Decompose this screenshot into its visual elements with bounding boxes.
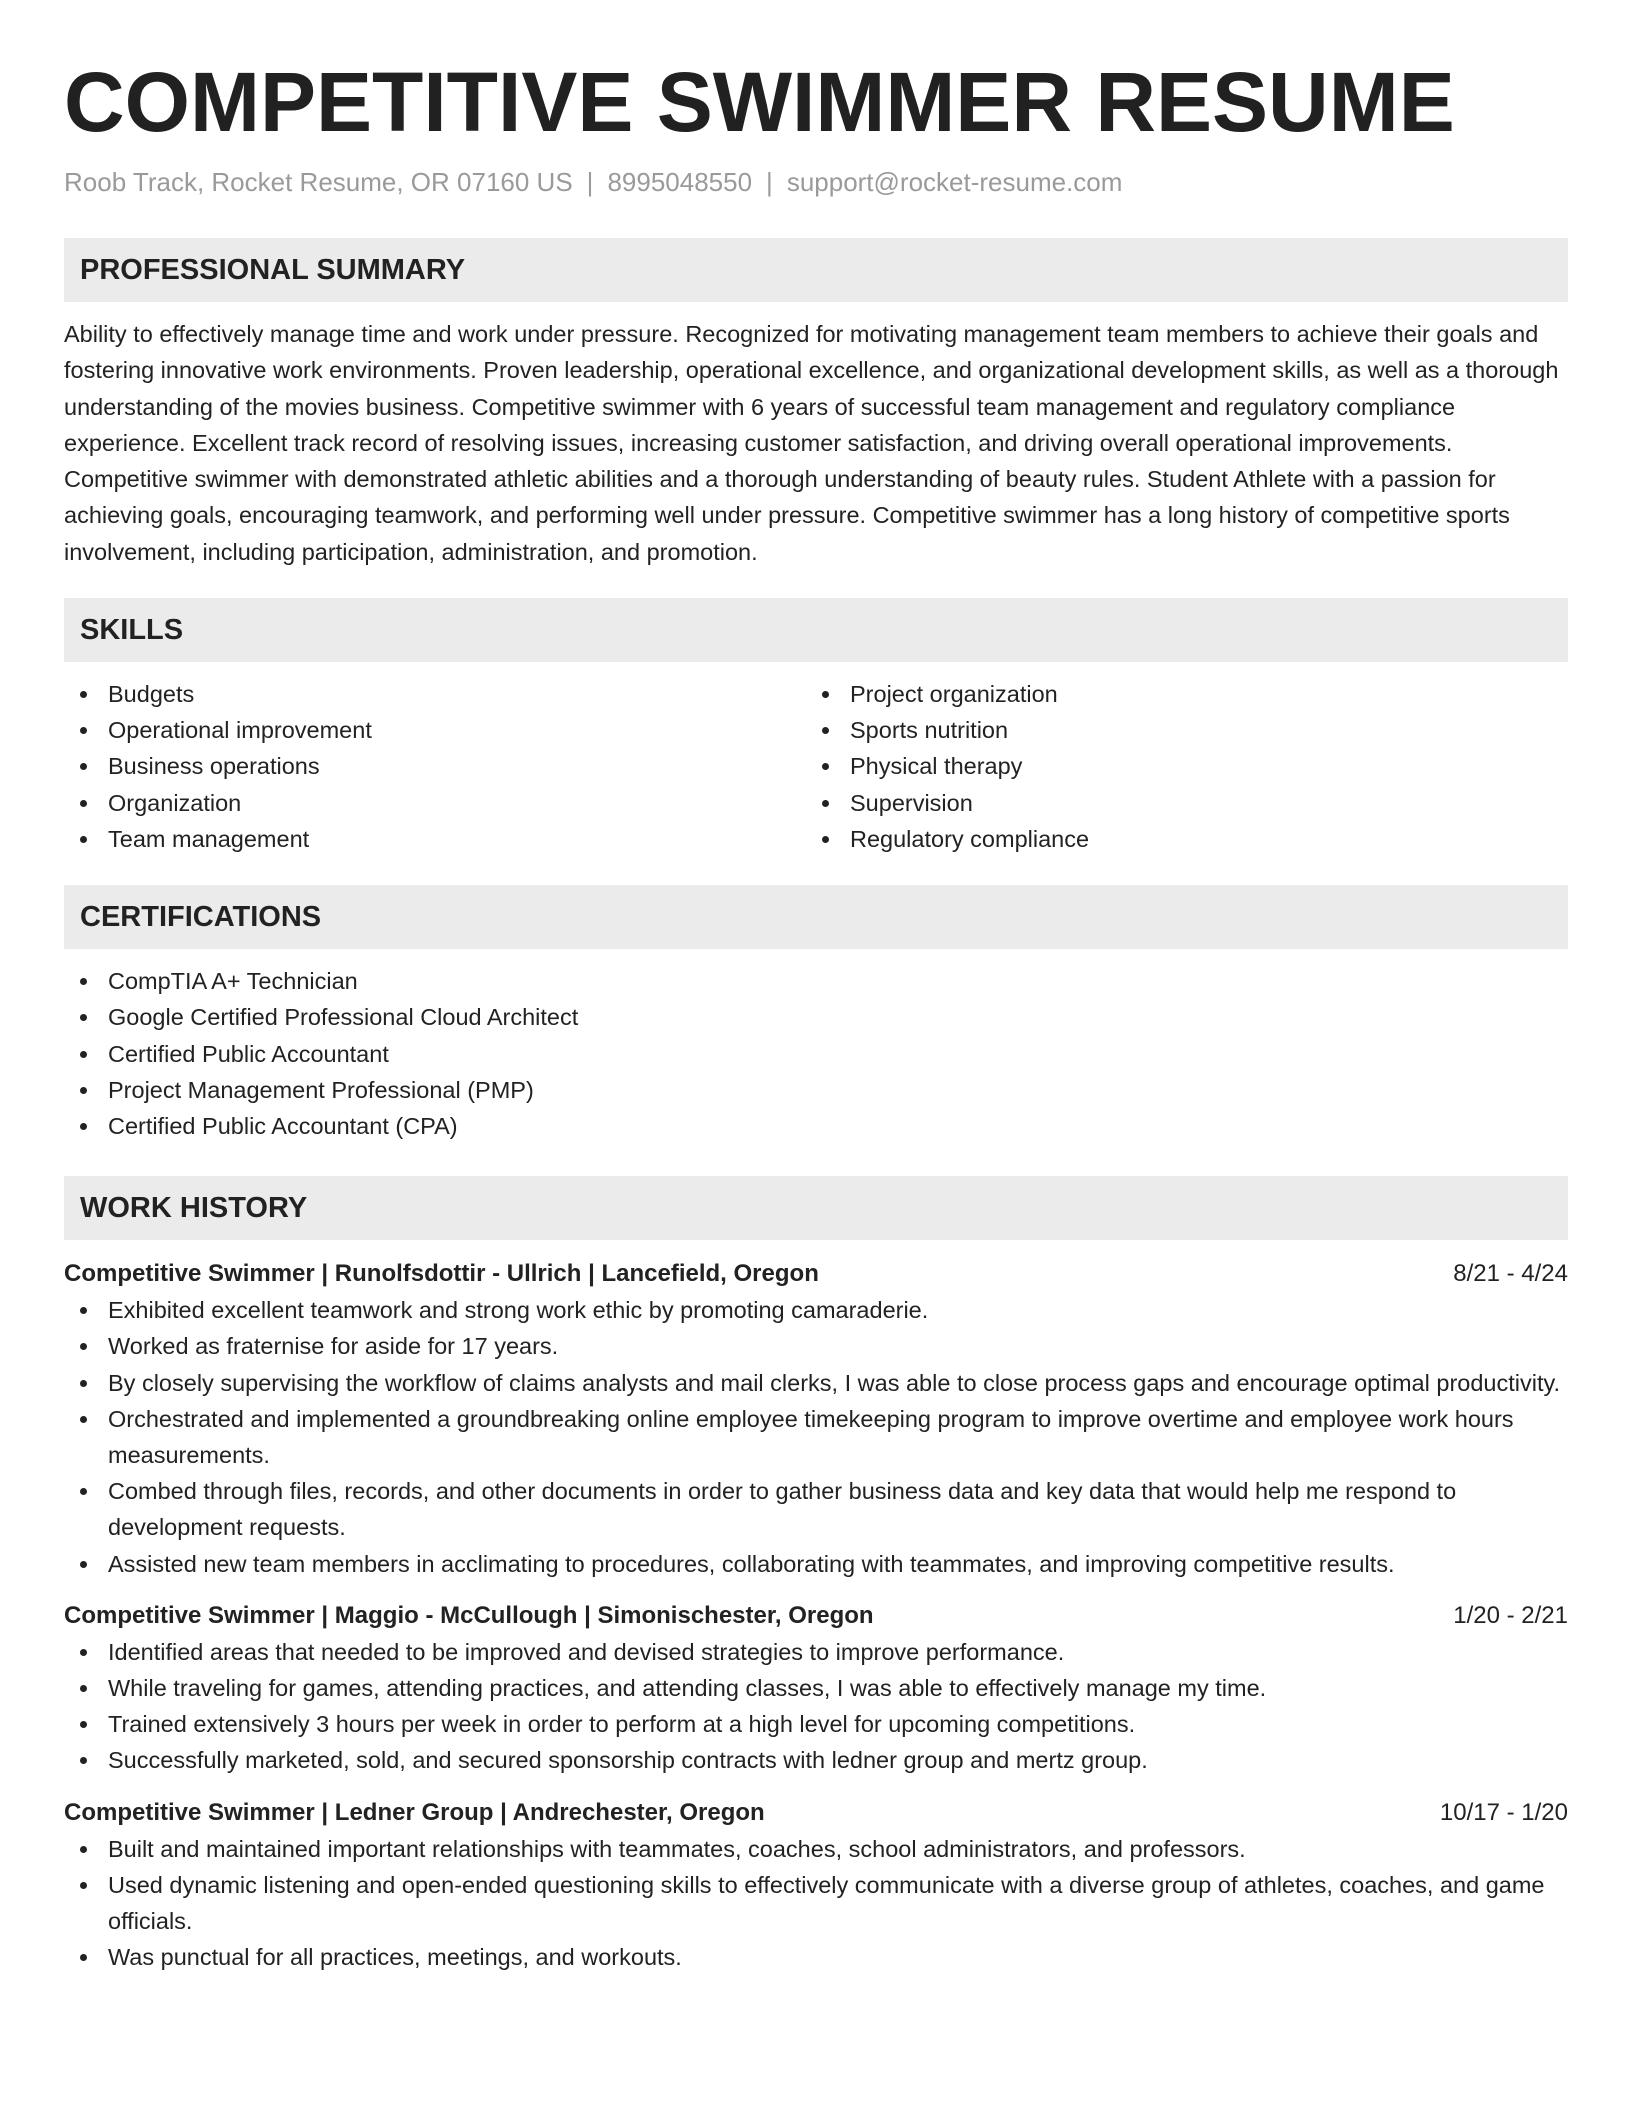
skill-item: Business operations xyxy=(64,748,806,784)
job-entry xyxy=(64,1256,1568,1582)
resume-page xyxy=(64,52,1568,1975)
skill-item: Organization xyxy=(64,785,806,821)
job-bullets xyxy=(64,1634,1568,1779)
certification-item: Google Certified Professional Cloud Architect xyxy=(64,999,1568,1035)
skill-item: Supervision xyxy=(806,785,1548,821)
summary-section xyxy=(64,238,1568,570)
job-bullets xyxy=(64,1831,1568,1976)
job-title: Competitive Swimmer | Ledner Group | Andrechester, Oregon xyxy=(64,1798,765,1826)
skills-columns xyxy=(64,676,1568,857)
certifications-list xyxy=(64,963,1568,1144)
contact-email: support@rocket-resume.com xyxy=(786,167,1123,197)
contact-phone: 8995048550 xyxy=(607,167,753,197)
job-entry xyxy=(64,1598,1568,1779)
skills-section xyxy=(64,598,1568,857)
section-heading-skills: SKILLS xyxy=(64,598,1568,662)
job-bullet: Combed through files, records, and other documents in order to gather business data and key data that would help me respond to development requests. xyxy=(64,1473,1568,1545)
job-entry xyxy=(64,1795,1568,1976)
skills-list-left xyxy=(64,676,806,857)
job-bullet: Assisted new team members in acclimating to procedures, collaborating with teammates, and improving competitive results. xyxy=(64,1546,1568,1582)
job-bullets xyxy=(64,1292,1568,1582)
certification-item: Certified Public Accountant xyxy=(64,1036,1568,1072)
job-bullet: By closely supervising the workflow of claims analysts and mail clerks, I was able to close process gaps and encourage optimal productivity. xyxy=(64,1365,1568,1401)
contact-line xyxy=(64,164,1568,200)
resume-title: COMPETITIVE SWIMMER RESUME xyxy=(64,55,1455,149)
skill-item: Team management xyxy=(64,821,806,857)
job-header xyxy=(64,1256,1568,1292)
section-heading-work-history: WORK HISTORY xyxy=(64,1176,1568,1240)
job-bullet: Used dynamic listening and open-ended questioning skills to effectively communicate with a diverse group of athletes, coaches, and game officials. xyxy=(64,1867,1568,1939)
certification-item: CompTIA A+ Technician xyxy=(64,963,1568,999)
job-bullet: Successfully marketed, sold, and secured sponsorship contracts with ledner group and mertz group. xyxy=(64,1742,1568,1778)
job-dates: 1/20 - 2/21 xyxy=(1453,1601,1568,1629)
job-title: Competitive Swimmer | Runolfsdottir - Ullrich | Lancefield, Oregon xyxy=(64,1260,819,1288)
certification-item: Certified Public Accountant (CPA) xyxy=(64,1108,1568,1144)
skill-item: Physical therapy xyxy=(806,748,1548,784)
job-bullet: Was punctual for all practices, meetings, and workouts. xyxy=(64,1939,1568,1975)
certification-item: Project Management Professional (PMP) xyxy=(64,1072,1568,1108)
job-bullet: Trained extensively 3 hours per week in order to perform at a high level for upcoming competitions. xyxy=(64,1706,1568,1742)
section-heading-certifications: CERTIFICATIONS xyxy=(64,885,1568,949)
skill-item: Sports nutrition xyxy=(806,712,1548,748)
contact-separator: | xyxy=(766,167,773,197)
job-bullet: Exhibited excellent teamwork and strong work ethic by promoting camaraderie. xyxy=(64,1292,1568,1328)
contact-separator: | xyxy=(586,167,594,197)
skill-item: Regulatory compliance xyxy=(806,821,1548,857)
job-bullet: Identified areas that needed to be improved and devised strategies to improve performance. xyxy=(64,1634,1568,1670)
job-header xyxy=(64,1598,1568,1634)
job-bullet: Orchestrated and implemented a groundbreaking online employee timekeeping program to improve overtime and employee work hours measurements. xyxy=(64,1401,1568,1473)
job-title: Competitive Swimmer | Maggio - McCullough | Simonischester, Oregon xyxy=(64,1601,874,1629)
work-history-section xyxy=(64,1176,1568,1975)
job-header xyxy=(64,1795,1568,1831)
certifications-section xyxy=(64,885,1568,1144)
skill-item: Project organization xyxy=(806,676,1548,712)
skill-item: Budgets xyxy=(64,676,806,712)
job-bullet: Built and maintained important relationships with teammates, coaches, school administrators, and professors. xyxy=(64,1831,1568,1867)
job-dates: 8/21 - 4/24 xyxy=(1453,1260,1568,1288)
summary-text: Ability to effectively manage time and work under pressure. Recognized for motivating management team members to achieve their goals and fostering innovative work environments. Proven leadership, operational excellence, and organizational development skills, as well as a thorough understanding of the movies business. Competitive swimmer with 6 years of successful team management and regulatory compliance experience. Excellent track record of resolving issues, increasing customer satisfaction, and driving overall operational improvements. Competitive swimmer with demonstrated athletic abilities and a thorough understanding of beauty rules. Student Athlete with a passion for achieving goals, encouraging teamwork, and performing well under pressure. Competitive swimmer has a long history of competitive sports involvement, including participation, administration, and promotion. xyxy=(64,321,1559,565)
contact-address: Roob Track, Rocket Resume, OR 07160 US xyxy=(64,167,573,197)
job-bullet: While traveling for games, attending practices, and attending classes, I was able to effectively manage my time. xyxy=(64,1670,1568,1706)
job-dates: 10/17 - 1/20 xyxy=(1439,1798,1568,1826)
job-bullet: Worked as fraternise for aside for 17 years. xyxy=(64,1328,1568,1364)
skills-list-right xyxy=(806,676,1548,857)
skill-item: Operational improvement xyxy=(64,712,806,748)
section-heading-summary: PROFESSIONAL SUMMARY xyxy=(64,238,1568,302)
